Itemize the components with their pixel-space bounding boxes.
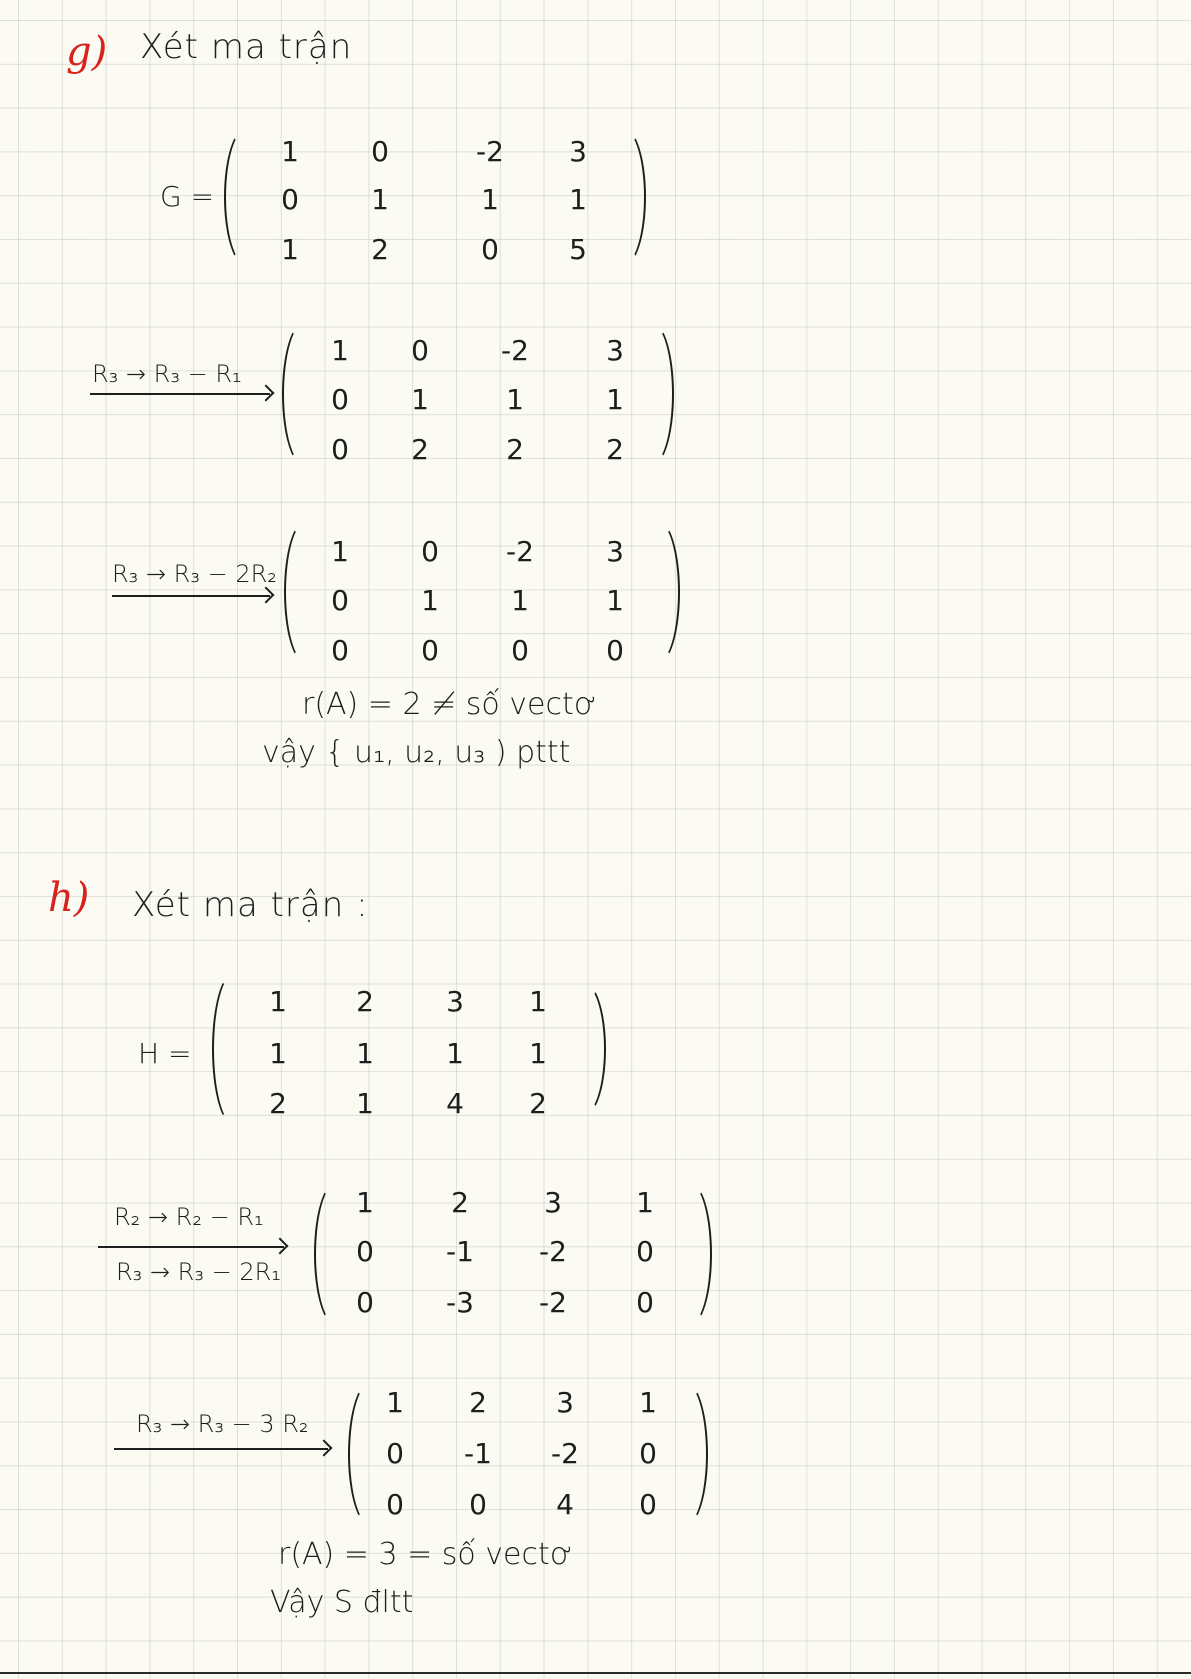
matrix-g2-cell: 1 — [606, 584, 624, 617]
matrix-g-cell: 1 — [481, 183, 499, 216]
section-g-heading: Xét ma trận — [140, 27, 353, 67]
matrix-h-cell: 2 — [529, 1087, 547, 1120]
matrix-h-cell: 2 — [356, 985, 374, 1018]
matrix-g-cell: 5 — [569, 233, 587, 266]
matrix-g-cell: 1 — [281, 233, 299, 266]
matrix-h-left-paren — [212, 972, 256, 1126]
matrix-h1-cell: -2 — [539, 1286, 567, 1319]
step-g1-operation: R₃ → R₃ − R₁ — [92, 360, 242, 388]
step-h2-arrow — [114, 1448, 328, 1450]
matrix-h2-cell: 0 — [639, 1437, 657, 1470]
matrix-h2-cell: 0 — [469, 1488, 487, 1521]
matrix-h-cell: 1 — [269, 985, 287, 1018]
matrix-g1-cell: 0 — [331, 383, 349, 416]
matrix-g2-cell: 0 — [421, 634, 439, 667]
matrix-g2-cell: 0 — [421, 535, 439, 568]
step-h2-operation: R₃ → R₃ − 3 R₂ — [136, 1410, 309, 1438]
matrix-h1-cell: 3 — [544, 1186, 562, 1219]
matrix-g1-left-paren — [282, 322, 326, 466]
matrix-g-cell: 1 — [281, 135, 299, 168]
step-g2-operation: R₃ → R₃ − 2R₂ — [112, 560, 277, 588]
matrix-h1-cell: 0 — [356, 1235, 374, 1268]
matrix-h2-cell: -1 — [464, 1437, 492, 1470]
matrix-g2-left-paren — [284, 520, 328, 664]
section-g-rank: r(A) = 2 ≠ số vectơ — [302, 687, 597, 722]
matrix-g1-cell: -2 — [501, 334, 529, 367]
matrix-g-left-paren — [224, 128, 268, 266]
matrix-h2-cell: 3 — [556, 1386, 574, 1419]
matrix-g2-cell: 0 — [511, 634, 529, 667]
matrix-h-cell: 1 — [356, 1087, 374, 1120]
matrix-g2-right-paren — [636, 520, 680, 664]
matrix-g1-right-paren — [630, 322, 674, 466]
matrix-g1-cell: 2 — [606, 433, 624, 466]
matrix-g2-cell: 1 — [331, 535, 349, 568]
matrix-g-cell: 0 — [371, 135, 389, 168]
matrix-h2-cell: 0 — [386, 1437, 404, 1470]
matrix-h2-cell: 1 — [386, 1386, 404, 1419]
matrix-g-cell: 2 — [371, 233, 389, 266]
matrix-h-cell: 1 — [529, 1037, 547, 1070]
matrix-g2-cell: -2 — [506, 535, 534, 568]
matrix-h-cell: 1 — [356, 1037, 374, 1070]
matrix-g1-cell: 0 — [331, 433, 349, 466]
matrix-g1-cell: 1 — [331, 334, 349, 367]
matrix-h-cell: 1 — [446, 1037, 464, 1070]
matrix-h-cell: 4 — [446, 1087, 464, 1120]
matrix-g-cell: 0 — [481, 233, 499, 266]
matrix-h2-cell: 0 — [386, 1488, 404, 1521]
matrix-h-cell: 1 — [529, 985, 547, 1018]
matrix-h1-cell: 2 — [451, 1186, 469, 1219]
section-h-rank: r(A) = 3 = số vectơ — [278, 1537, 573, 1572]
matrix-h-cell: 2 — [269, 1087, 287, 1120]
matrix-g2-cell: 1 — [511, 584, 529, 617]
matrix-g-cell: 3 — [569, 135, 587, 168]
section-h-heading: Xét ma trận : — [132, 885, 369, 925]
matrix-h2-cell: 0 — [639, 1488, 657, 1521]
matrix-g1-cell: 2 — [411, 433, 429, 466]
matrix-h1-cell: -1 — [446, 1235, 474, 1268]
matrix-h2-right-paren — [664, 1382, 708, 1526]
matrix-g1-cell: 1 — [506, 383, 524, 416]
matrix-h2-cell: -2 — [551, 1437, 579, 1470]
matrix-h1-cell: -2 — [539, 1235, 567, 1268]
matrix-h1-cell: 0 — [356, 1286, 374, 1319]
matrix-g2-cell: 0 — [331, 634, 349, 667]
matrix-h1-cell: 0 — [636, 1235, 654, 1268]
matrix-g1-cell: 1 — [606, 383, 624, 416]
matrix-h-cell: 1 — [269, 1037, 287, 1070]
matrix-h1-cell: -3 — [446, 1286, 474, 1319]
step-h1-arrow — [98, 1246, 284, 1248]
matrix-h2-cell: 4 — [556, 1488, 574, 1521]
page-bottom-rule — [0, 1672, 1191, 1674]
matrix-h1-left-paren — [314, 1182, 358, 1326]
matrix-g-label: G = — [160, 180, 215, 213]
matrix-h2-cell: 1 — [639, 1386, 657, 1419]
matrix-g2-cell: 1 — [421, 584, 439, 617]
matrix-g2-cell: 0 — [331, 584, 349, 617]
matrix-h-right-paren — [562, 982, 606, 1116]
matrix-g2-cell: 3 — [606, 535, 624, 568]
step-g2-arrow — [112, 595, 270, 597]
matrix-g2-cell: 0 — [606, 634, 624, 667]
matrix-g-cell: 1 — [371, 183, 389, 216]
matrix-h-label: H = — [138, 1037, 192, 1070]
matrix-h2-cell: 2 — [469, 1386, 487, 1419]
step-g1-arrow — [90, 393, 270, 395]
matrix-h1-cell: 1 — [636, 1186, 654, 1219]
matrix-g-right-paren — [602, 128, 646, 266]
step-h1-operation-top: R₂ → R₂ − R₁ — [114, 1203, 264, 1231]
step-h1-operation-bottom: R₃ → R₃ − 2R₁ — [116, 1258, 281, 1286]
matrix-g-cell: 0 — [281, 183, 299, 216]
matrix-g1-cell: 2 — [506, 433, 524, 466]
section-h-conclusion: Vậy S đltt — [270, 1585, 414, 1620]
section-g-letter: g) — [66, 29, 108, 75]
section-g-conclusion: vậy { u₁, u₂, u₃ ) pttt — [262, 735, 571, 770]
matrix-g1-cell: 3 — [606, 334, 624, 367]
matrix-g1-cell: 1 — [411, 383, 429, 416]
matrix-h1-right-paren — [668, 1182, 712, 1326]
matrix-h1-cell: 0 — [636, 1286, 654, 1319]
section-h-letter: h) — [48, 875, 90, 921]
matrix-g-cell: -2 — [476, 135, 504, 168]
matrix-g1-cell: 0 — [411, 334, 429, 367]
matrix-h1-cell: 1 — [356, 1186, 374, 1219]
matrix-g-cell: 1 — [569, 183, 587, 216]
matrix-h-cell: 3 — [446, 985, 464, 1018]
